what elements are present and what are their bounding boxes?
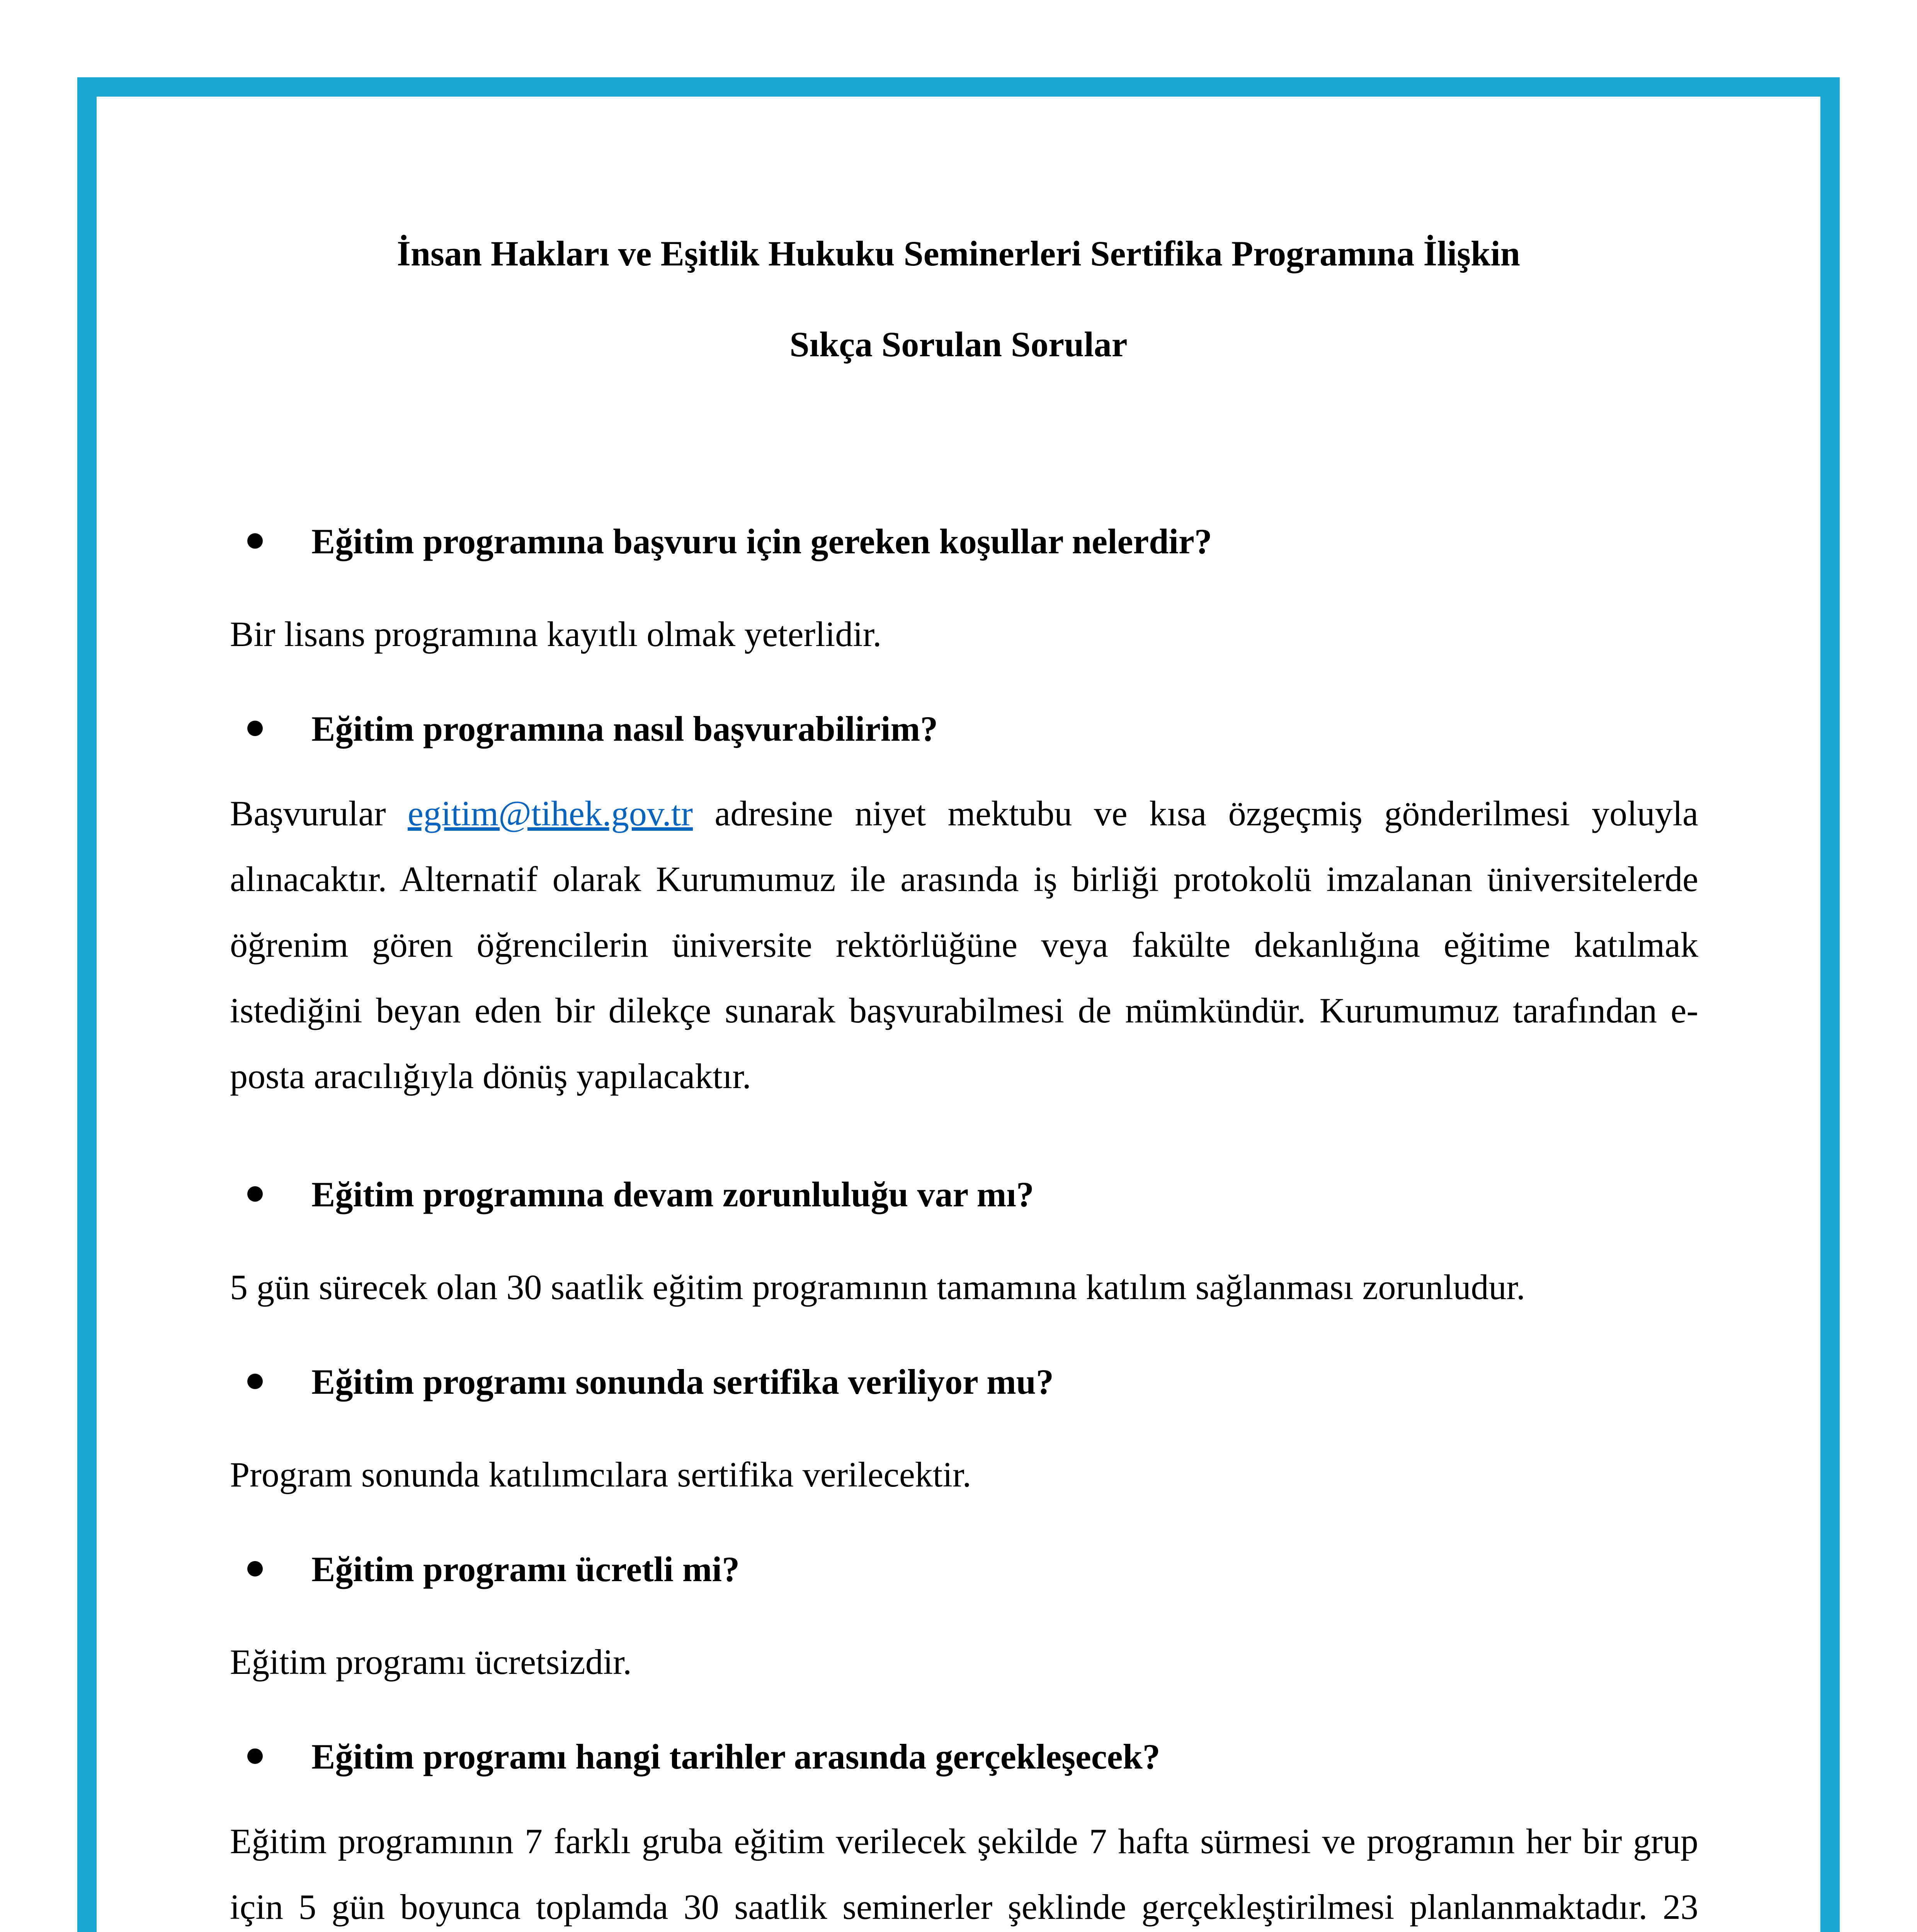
faq-answer-1: Bir lisans programına kayıtlı olmak yeterlidir. bbox=[230, 614, 882, 654]
faq-answer-2-suffix: adresine niyet mektubu ve kısa özgeçmiş gönderilmesi yoluyla alınacaktır. Alternatif olarak Kurumumuz ile arasında iş birliği protokolü imzalanan üniversitelerde öğrenim gören öğrencilerin üniversite rektörlüğüne veya fakülte dekanlığına eğitime katılmak istediğini beyan eden bir dilekçe sunarak başvurabilmesi de mümkündür. Kurumumuz tarafından e-posta aracılığıyla dönüş yapılacaktır. bbox=[230, 794, 1698, 1096]
faq-answer-2 bbox=[230, 781, 1698, 1109]
bullet-icon bbox=[247, 533, 263, 549]
bullet-icon bbox=[247, 1561, 263, 1577]
faq-question-6: Eğitim programı hangi tarihler arasında gerçekleşecek? bbox=[311, 1737, 1160, 1776]
faq-question-4: Eğitim programı sonunda sertifika veriliyor mu? bbox=[311, 1362, 1054, 1401]
document-title-line-1: İnsan Hakları ve Eşitlik Hukuku Seminerleri Sertifika Programına İlişkin bbox=[397, 234, 1520, 273]
faq-answer-4: Program sonunda katılımcılara sertifika verilecektir. bbox=[230, 1455, 971, 1494]
faq-answer-5: Eğitim programı ücretsizdir. bbox=[230, 1642, 632, 1682]
bullet-icon bbox=[247, 1374, 263, 1389]
email-link[interactable]: egitim@tihek.gov.tr bbox=[408, 794, 693, 833]
bullet-icon bbox=[247, 1748, 263, 1764]
bullet-icon bbox=[247, 721, 263, 736]
document-title-line-2: Sıkça Sorulan Sorular bbox=[789, 325, 1128, 364]
faq-answer-6: Eğitim programının 7 farklı gruba eğitim verilecek şekilde 7 hafta sürmesi ve programın her bir grup için 5 gün boyunca toplamda 30 saatlik seminerler şeklinde gerçekleştirilmesi planlanmaktadır. 23 bbox=[230, 1821, 1698, 1927]
faq-answer-2-prefix: Başvurular bbox=[230, 794, 408, 833]
faq-question-3: Eğitim programına devam zorunluluğu var mı? bbox=[311, 1175, 1034, 1214]
faq-question-1: Eğitim programına başvuru için gereken koşullar nelerdir? bbox=[311, 522, 1212, 561]
faq-answer-3: 5 gün sürecek olan 30 saatlik eğitim programının tamamına katılım sağlanması zorunludur. bbox=[230, 1267, 1526, 1307]
bullet-icon bbox=[247, 1186, 263, 1202]
faq-question-5: Eğitim programı ücretli mi? bbox=[311, 1549, 740, 1589]
faq-question-2: Eğitim programına nasıl başvurabilirim? bbox=[311, 709, 938, 748]
